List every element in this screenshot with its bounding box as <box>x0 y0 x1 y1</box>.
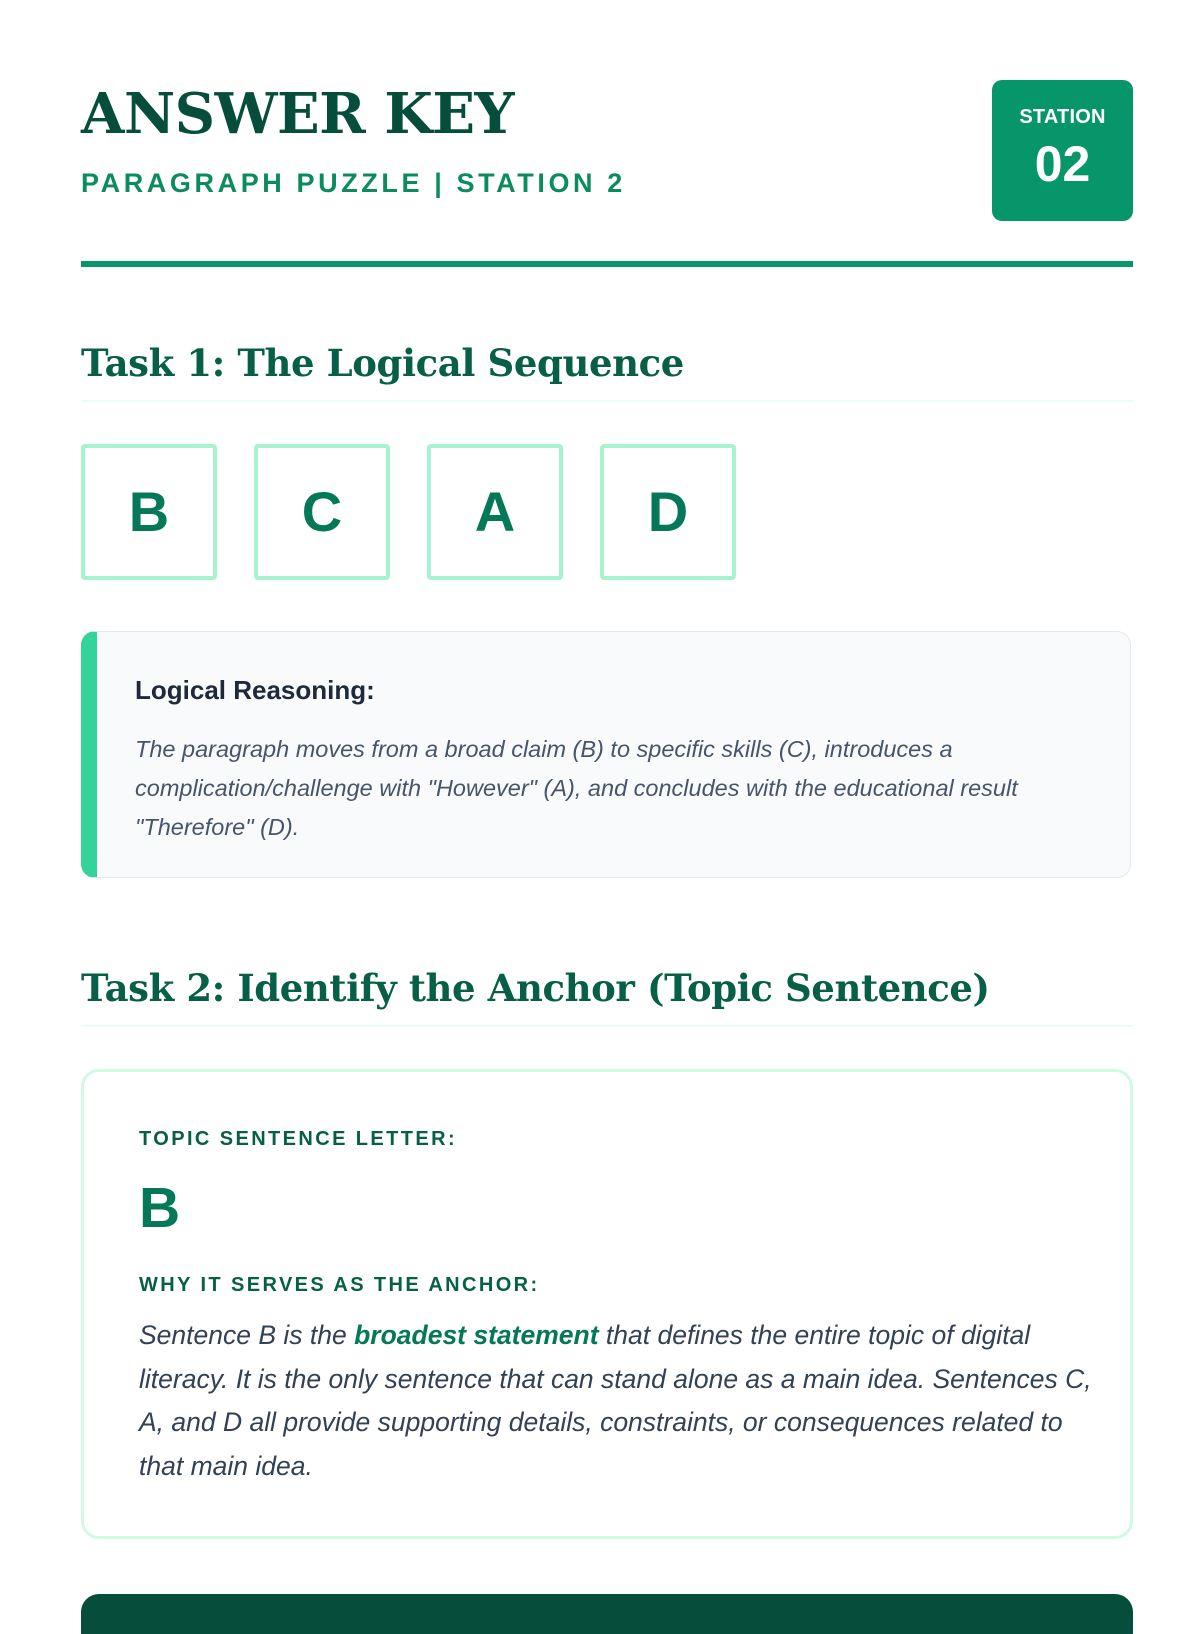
why-text-after: that defines the entire topic of digital literacy. It is the only sentence that can stand alone as a main idea. Sentences C, A, and D all provide supporting details, constraints, or consequences related to that main idea. <box>139 1320 1092 1481</box>
anchor-card <box>81 1069 1133 1539</box>
why-anchor-text <box>139 1314 1099 1488</box>
sequence-box: A <box>427 444 563 580</box>
task1-heading: Task 1: The Logical Sequence <box>81 341 684 385</box>
station-badge <box>992 80 1133 221</box>
station-badge-number: 02 <box>1034 136 1091 192</box>
reasoning-title: Logical Reasoning: <box>135 675 375 705</box>
sequence-box: B <box>81 444 217 580</box>
task1-divider <box>81 400 1133 402</box>
why-text-before: Sentence B is the <box>139 1320 355 1350</box>
topic-sentence-label: TOPIC SENTENCE LETTER: <box>139 1128 458 1150</box>
task2-divider <box>81 1025 1133 1027</box>
topic-sentence-letter: B <box>139 1176 181 1240</box>
sequence-box: D <box>600 444 736 580</box>
sequence-box: C <box>254 444 390 580</box>
station-badge-label: STATION <box>1019 106 1106 128</box>
page-subtitle: PARAGRAPH PUZZLE | STATION 2 <box>81 168 626 198</box>
why-anchor-label: WHY IT SERVES AS THE ANCHOR: <box>139 1274 540 1296</box>
why-text-emphasis: broadest statement <box>354 1320 599 1350</box>
logical-reasoning-card <box>81 631 1131 878</box>
answer-key-page <box>81 0 1133 1600</box>
page-title: ANSWER KEY <box>81 81 515 147</box>
header <box>81 80 1133 240</box>
reasoning-text: The paragraph moves from a broad claim (B) to specific skills (C), introduces a complication/challenge with "However" (A), and concludes with the educational result "Therefore" (D). <box>135 736 1018 840</box>
task2-heading: Task 2: Identify the Anchor (Topic Sentence) <box>81 966 990 1010</box>
header-divider <box>81 261 1133 267</box>
next-section-bar <box>81 1594 1133 1634</box>
